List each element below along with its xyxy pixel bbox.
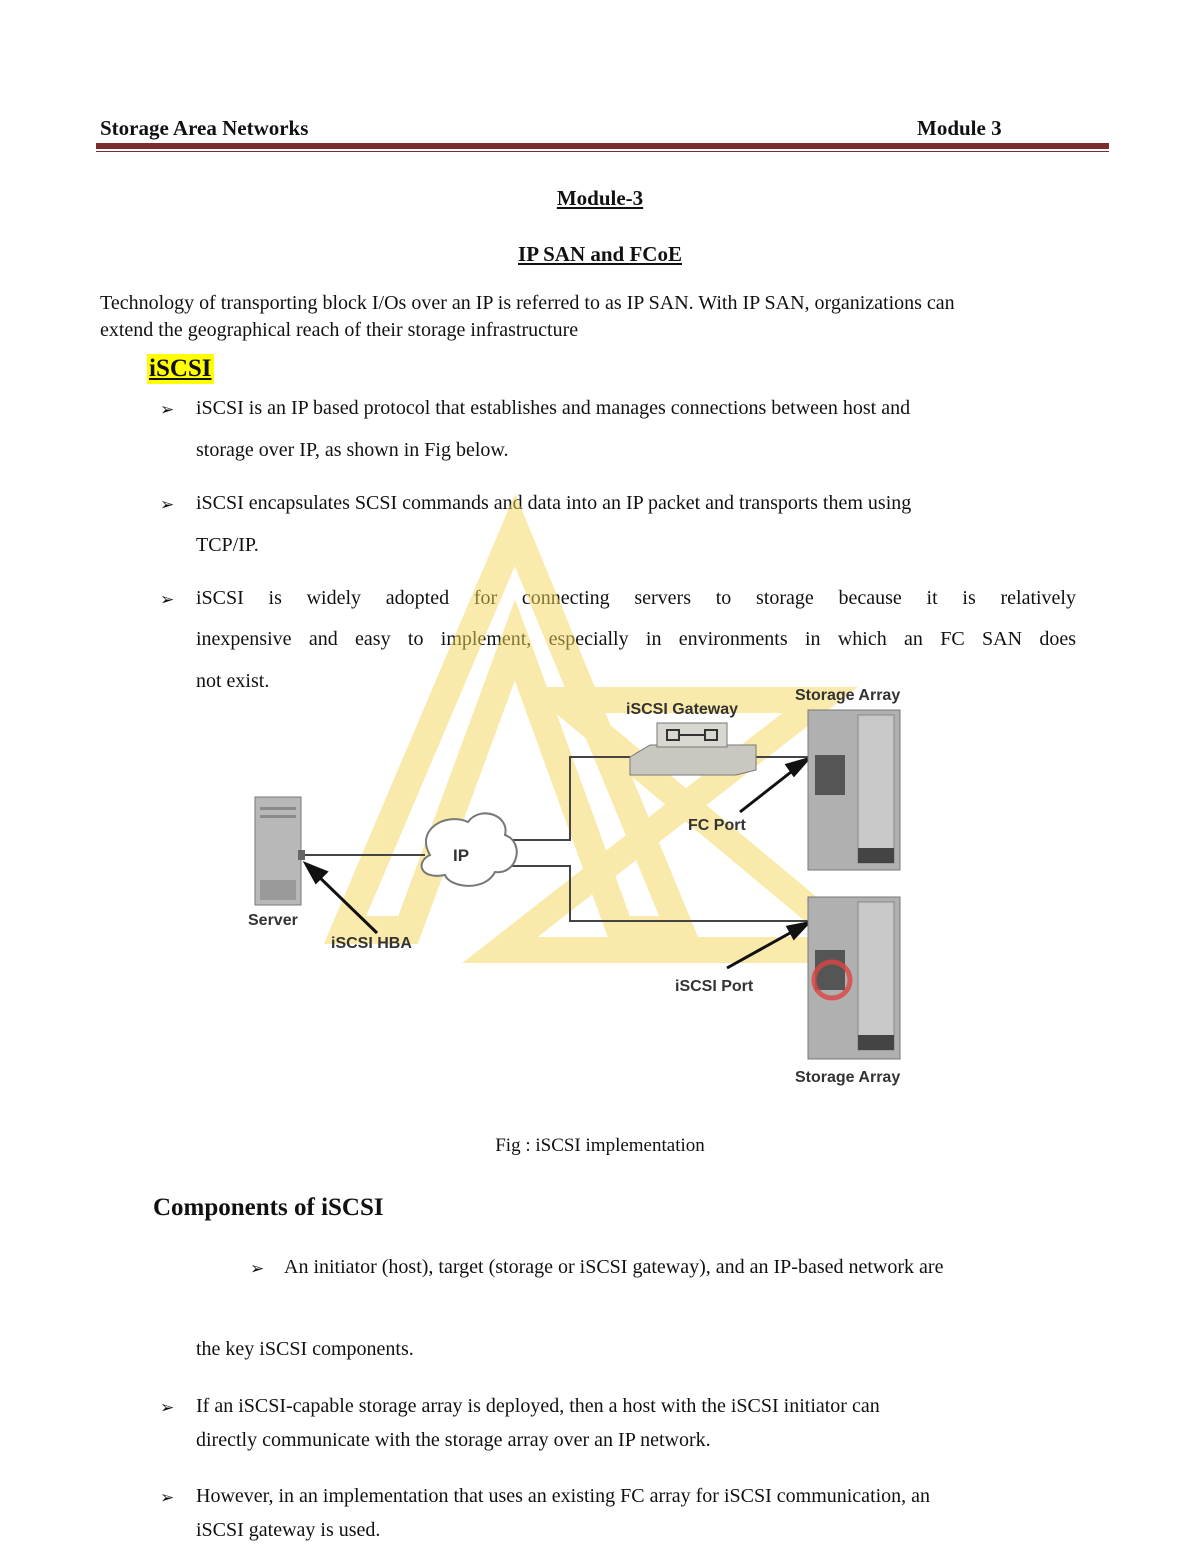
iscsi-heading: iSCSI [149, 355, 212, 382]
components-bullet-3-line-1: However, in an implementation that uses an existing FC array for iSCSI communication, an [196, 1485, 931, 1507]
bullet-arrow-icon: ➢ [160, 1398, 175, 1417]
bullet-arrow-icon: ➢ [160, 1488, 175, 1507]
figure-caption: Fig : iSCSI implementation [495, 1135, 705, 1156]
header-right: Module 3 [917, 116, 1002, 140]
components-bullet-3-line-2: iSCSI gateway is used. [196, 1519, 381, 1541]
iscsi-bullet-3-line-2: inexpensive and easy to implement, especially in environments in which an FC SAN does [196, 628, 1076, 650]
header-left: Storage Area Networks [100, 116, 309, 140]
ip-cloud-icon [422, 813, 517, 886]
intro-line-2: extend the geographical reach of their storage infrastructure [100, 319, 579, 341]
label-iscsi-port: iSCSI Port [675, 978, 754, 995]
iscsi-bullet-3-line-1: iSCSI is widely adopted for connecting servers to storage because it is relatively [196, 587, 1076, 609]
components-bullet-1-line-2: the key iSCSI components. [196, 1338, 414, 1360]
components-bullet-2-line-1: If an iSCSI-capable storage array is deployed, then a host with the iSCSI initiator can [196, 1395, 880, 1417]
label-storage-array-top: Storage Array [795, 687, 901, 704]
label-server: Server [248, 912, 298, 929]
iscsi-bullet-1-line-1: iSCSI is an IP based protocol that establishes and manages connections between host and [196, 397, 911, 419]
gateway-icon [630, 723, 756, 775]
components-bullet-2-line-2: directly communicate with the storage array over an IP network. [196, 1429, 711, 1451]
server-icon [255, 797, 305, 905]
storage-array-bottom-icon [808, 897, 900, 1059]
label-iscsi-gateway: iSCSI Gateway [626, 701, 739, 718]
storage-array-top-icon [808, 710, 900, 870]
bullet-arrow-icon: ➢ [160, 400, 175, 419]
page-title: Module-3 [556, 186, 644, 210]
label-fc-port: FC Port [688, 817, 746, 834]
iscsi-bullet-2-line-1: iSCSI encapsulates SCSI commands and data into an IP packet and transports them using [196, 492, 912, 514]
label-ip: IP [453, 846, 470, 865]
components-heading: Components of iSCSI [153, 1194, 384, 1221]
label-storage-array-bottom: Storage Array [795, 1069, 901, 1086]
bullet-arrow-icon: ➢ [160, 495, 175, 514]
intro-line-1: Technology of transporting block I/Os over an IP is referred to as IP SAN. With IP SAN, organizations can [100, 292, 955, 314]
label-iscsi-hba: iSCSI HBA [331, 935, 412, 952]
page-subtitle: IP SAN and FCoE [518, 242, 682, 266]
iscsi-bullet-2-line-2: TCP/IP. [196, 534, 259, 556]
bullet-arrow-icon: ➢ [250, 1259, 265, 1278]
bullet-arrow-icon: ➢ [160, 590, 175, 609]
watermark-logo [345, 530, 860, 950]
components-bullet-1-line-1: An initiator (host), target (storage or iSCSI gateway), and an IP-based network are [284, 1256, 944, 1278]
iscsi-bullet-1-line-2: storage over IP, as shown in Fig below. [196, 439, 509, 461]
iscsi-bullet-3-line-3: not exist. [196, 670, 270, 692]
